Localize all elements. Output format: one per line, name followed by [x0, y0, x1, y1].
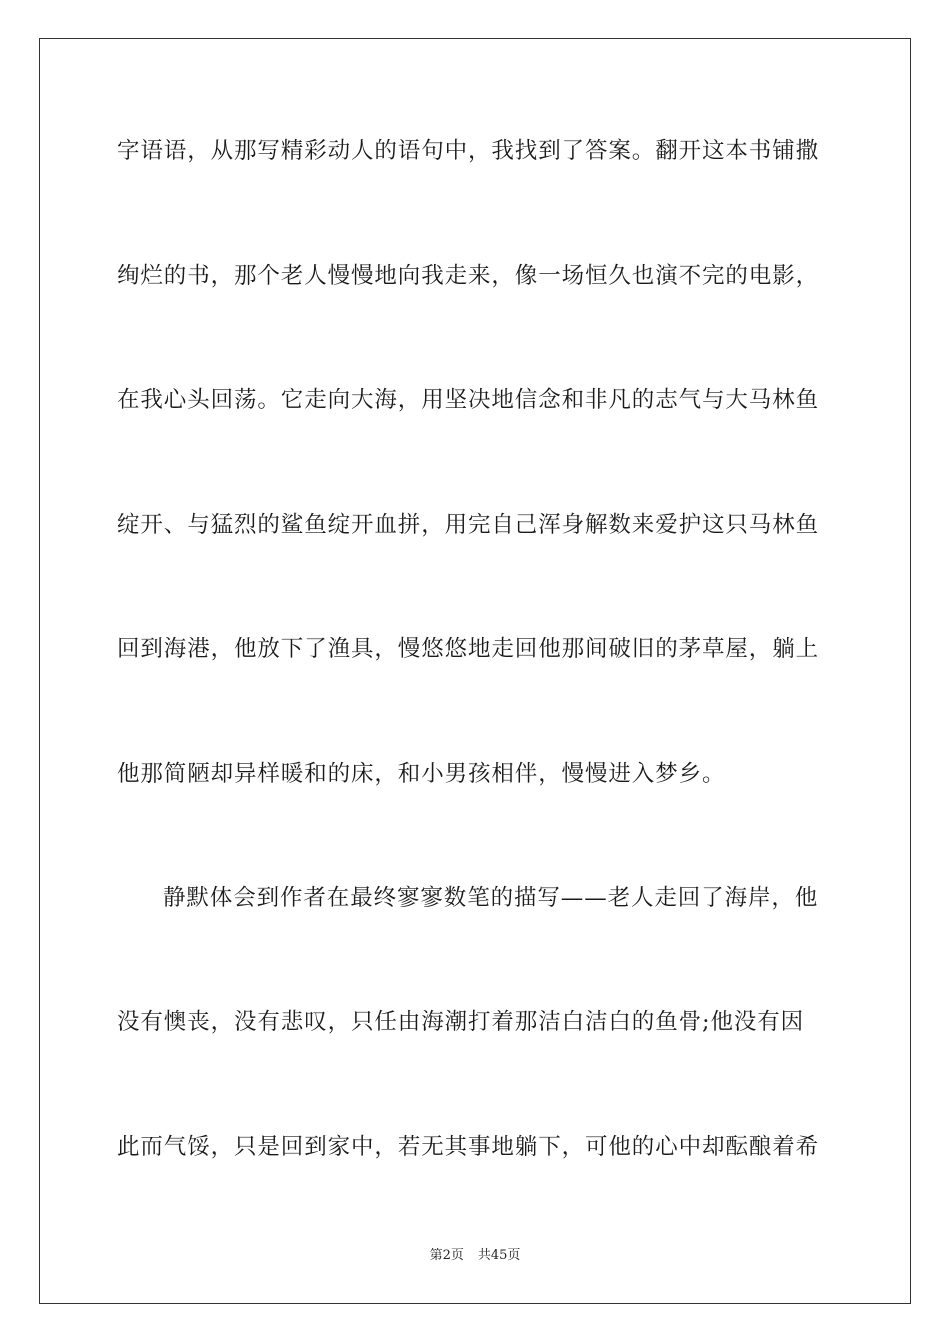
page-border	[39, 38, 911, 1304]
text-line: 绽开、与猛烈的鲨鱼绽开血拼，用完自己浑身解数来爱护这只马林鱼	[117, 512, 820, 538]
text-line: 绚烂的书，那个老人慢慢地向我走来，像一场恒久也演不完的电影，	[117, 263, 820, 289]
text-line: 回到海港，他放下了渔具，慢悠悠地走回他那间破旧的茅草屋，躺上	[117, 636, 820, 662]
text-line: 他那简陋却异样暖和的床，和小男孩相伴，慢慢进入梦乡。	[117, 761, 726, 787]
page-number: 第2页	[429, 1248, 464, 1263]
paragraph-first-line: 静默体会到作者在最终寥寥数笔的描写——老人走回了海岸，他	[163, 885, 819, 911]
page-footer	[0, 1247, 950, 1265]
text-line: 字语语，从那写精彩动人的语句中，我找到了答案。翻开这本书铺撒	[117, 138, 820, 164]
text-line: 在我心头回荡。它走向大海，用坚决地信念和非凡的志气与大马林鱼	[117, 387, 820, 413]
page-total: 共45页	[477, 1248, 521, 1263]
text-line: 没有懊丧，没有悲叹，只任由海潮打着那洁白洁白的鱼骨;他没有因	[117, 1009, 805, 1035]
text-line: 此而气馁，只是回到家中，若无其事地躺下，可他的心中却酝酿着希	[117, 1134, 820, 1160]
